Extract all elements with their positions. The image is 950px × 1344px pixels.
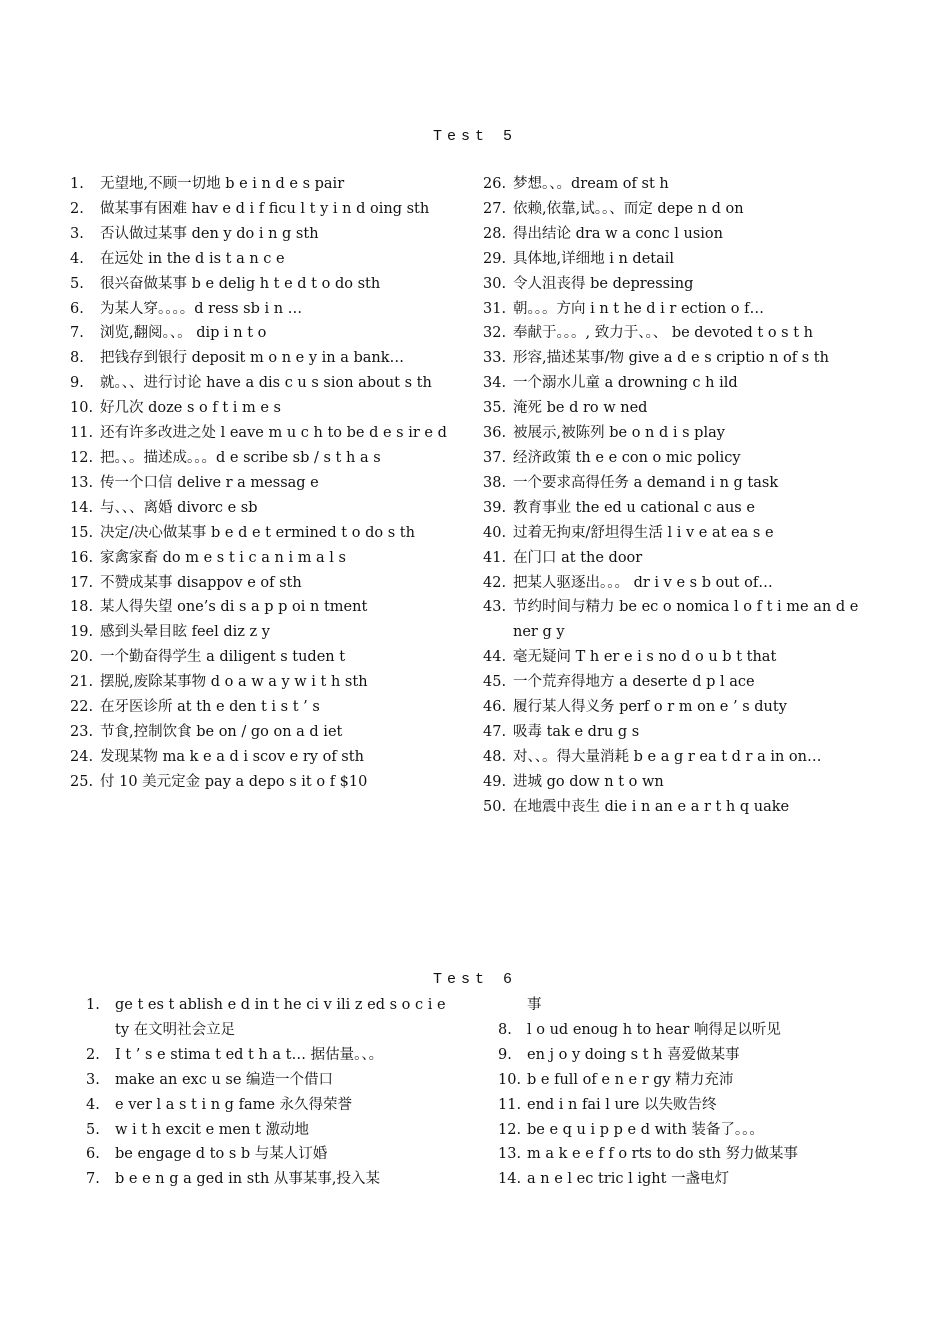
item-number: 47. (483, 723, 507, 740)
vocab-item (498, 1118, 863, 1143)
item-text: 不赞成某事 disappov e of sth (100, 574, 302, 591)
item-text: 过着无拘束/舒坦得生活 l i v e at ea s e (513, 524, 774, 541)
vocab-item (70, 670, 450, 695)
item-number: 15. (70, 524, 94, 541)
item-text: 一个勤奋得学生 a diligent s tuden t (100, 649, 346, 666)
vocab-item (70, 222, 450, 247)
item-number: 48. (483, 748, 507, 765)
item-number: 6. (70, 300, 84, 317)
item-number: 35. (483, 400, 507, 417)
vocab-item (86, 1068, 454, 1093)
vocab-item (483, 346, 863, 371)
vocab-item (70, 745, 450, 770)
item-text: 就。、、进行讨论 have a dis c u s sion about s th (100, 375, 432, 392)
vocab-item (70, 272, 450, 297)
vocab-item (70, 396, 450, 421)
vocab-item (70, 695, 450, 720)
item-text: 教育事业 the ed u cational c aus e (513, 499, 755, 516)
item-number: 46. (483, 699, 507, 716)
item-number: 22. (70, 699, 94, 716)
item-text: 感到头晕目眩 feel diz z y (100, 624, 270, 641)
item-text: 履行某人得义务 perf o r m on e ’ s duty (513, 699, 787, 716)
item-text: 经济政策 th e e con o mic policy (513, 449, 741, 466)
item-number: 8. (498, 1021, 512, 1038)
item-text: be engage d to s b 与某人订婚 (115, 1146, 328, 1163)
item-number: 5. (70, 275, 84, 292)
vocab-item (70, 346, 450, 371)
vocab-item (483, 745, 863, 770)
vocab-item (483, 222, 863, 247)
item-number: 14. (498, 1171, 522, 1188)
item-text: 节食,控制饮食 be on / go on a d iet (100, 723, 343, 740)
vocab-item (498, 1068, 863, 1093)
vocab-item (498, 1142, 863, 1167)
item-number: 12. (70, 449, 94, 466)
item-number: 23. (70, 723, 94, 740)
item-text: 某人得失望 one’s di s a p p oi n tment (100, 599, 368, 616)
vocab-item (483, 645, 863, 670)
item-number: 44. (483, 649, 507, 666)
item-number: 3. (70, 225, 84, 242)
vocab-item (86, 1043, 454, 1068)
item-number: 6. (86, 1146, 100, 1163)
vocab-item (483, 172, 863, 197)
item-number: 13. (70, 474, 94, 491)
item-text: 还有许多改进之处 l eave m u c h to be d e s ir e d (100, 425, 447, 442)
item-number: 4. (70, 250, 84, 267)
item-text: 一个荒弃得地方 a deserte d p l ace (513, 674, 755, 691)
vocab-item (483, 720, 863, 745)
vocab-item-continuation: 事 (527, 997, 542, 1013)
item-text: w i t h excit e men t 激动地 (115, 1121, 310, 1138)
test6-left-column (86, 993, 454, 1192)
item-number: 45. (483, 674, 507, 691)
item-number: 40. (483, 524, 507, 541)
vocab-item (70, 645, 450, 670)
item-number: 3. (86, 1071, 100, 1088)
item-number: 9. (70, 375, 84, 392)
item-number: 26. (483, 176, 507, 192)
vocab-item (483, 272, 863, 297)
item-text: 把某人驱逐出。。。 dr i v e s b out of… (513, 574, 773, 591)
item-number: 49. (483, 773, 507, 790)
item-number: 31. (483, 300, 507, 317)
item-text: 在门口 at the door (513, 549, 643, 566)
item-text: 在地震中丧生 die i n an e a r t h q uake (513, 798, 790, 815)
item-text: l o ud enoug h to hear 响得足以听见 (527, 1021, 781, 1038)
item-text: 梦想。、。dream of st h (513, 176, 669, 192)
item-text: 很兴奋做某事 b e delig h t e d t o do sth (100, 275, 381, 292)
item-number: 19. (70, 624, 94, 641)
item-number: 13. (498, 1146, 522, 1163)
item-number: 9. (498, 1046, 512, 1063)
vocab-item (498, 1043, 863, 1068)
item-number: 24. (70, 748, 94, 765)
vocab-item (498, 1018, 863, 1043)
vocab-item (86, 1118, 454, 1143)
item-number: 41. (483, 549, 507, 566)
item-number: 12. (498, 1121, 522, 1138)
vocab-item (483, 421, 863, 446)
test5-right-column (483, 172, 863, 820)
item-text: 传一个口信 delive r a messag e (100, 474, 319, 491)
vocab-item (70, 446, 450, 471)
item-text: 节约时间与精力 be ec o nomica l o f t i me an d ener g y (513, 599, 859, 641)
item-number: 1. (70, 176, 84, 192)
item-text: 好几次 doze s o f t i m e s (100, 400, 281, 417)
item-text: be e q u i p p e d with 装备了。。。 (527, 1121, 764, 1138)
item-text: 进城 go dow n t o wn (513, 773, 664, 790)
item-number: 28. (483, 225, 507, 242)
test6-right-column (498, 993, 863, 1192)
vocab-item (70, 720, 450, 745)
item-text: 做某事有困难 hav e d i f ficu l t y i n d oing sth (100, 200, 430, 217)
vocab-item (70, 297, 450, 322)
item-number: 7. (70, 325, 84, 342)
vocab-item (70, 421, 450, 446)
item-number: 11. (70, 425, 94, 442)
item-number: 4. (86, 1096, 100, 1113)
item-number: 36. (483, 425, 507, 442)
item-number: 34. (483, 375, 507, 392)
item-number: 32. (483, 325, 507, 342)
vocab-item (70, 197, 450, 222)
vocab-item (70, 496, 450, 521)
item-text: end i n fai l ure 以失败告终 (527, 1096, 717, 1113)
item-number: 16. (70, 549, 94, 566)
vocab-item (483, 247, 863, 272)
item-text: 朝。。。方向 i n t he d i r ection o f… (513, 300, 764, 317)
vocab-item (483, 496, 863, 521)
vocab-item (483, 695, 863, 720)
item-text: 浏览,翻阅。、。 dip i n t o (100, 325, 267, 342)
item-text: 对、、。得大量消耗 b e a g r ea t d r a in on… (513, 748, 822, 765)
item-number: 29. (483, 250, 507, 267)
vocab-item (498, 1167, 863, 1192)
vocab-item (483, 446, 863, 471)
vocab-item (70, 546, 450, 571)
vocab-item (483, 471, 863, 496)
item-number: 39. (483, 499, 507, 516)
item-number: 2. (86, 1046, 100, 1063)
item-number: 14. (70, 499, 94, 516)
vocab-item (70, 620, 450, 645)
item-text: en j o y doing s t h 喜爱做某事 (527, 1046, 740, 1063)
item-text: 决定/决心做某事 b e d e t ermined t o do s th (100, 524, 415, 541)
vocab-item (70, 172, 450, 197)
vocab-item (498, 1093, 863, 1118)
vocab-item (483, 321, 863, 346)
vocab-item (483, 571, 863, 596)
vocab-item (70, 247, 450, 272)
item-text: 付 10 美元定金 pay a depo s it o f $10 (100, 773, 368, 790)
item-text: a n e l ec tric l ight 一盏电灯 (527, 1171, 730, 1188)
item-text: 依赖,依靠,试。。、而定 depe n d on (513, 200, 744, 217)
item-text: 无望地,不顾一切地 b e i n d e s pair (100, 176, 345, 192)
item-text: 一个溺水儿童 a drowning c h ild (513, 375, 738, 392)
item-number: 7. (86, 1171, 100, 1188)
item-number: 17. (70, 574, 94, 591)
item-text: 奉献于。。。, 致力于、。、 be devoted t o s t h (513, 325, 813, 342)
item-number: 5. (86, 1121, 100, 1138)
item-text: 淹死 be d ro w ned (513, 400, 648, 417)
test6-title: Test 6 (432, 971, 517, 988)
item-number: 10. (70, 400, 94, 417)
item-text: 形容,描述某事/物 give a d e s criptio n of s th (513, 350, 829, 367)
vocab-item (483, 371, 863, 396)
item-number: 37. (483, 449, 507, 466)
test5-left-column (70, 172, 450, 795)
vocab-item (70, 595, 450, 620)
vocab-item (483, 595, 863, 645)
vocab-item (70, 471, 450, 496)
vocab-item (483, 521, 863, 546)
item-text: 发现某物 ma k e a d i scov e ry of sth (100, 748, 364, 765)
item-number: 43. (483, 599, 507, 616)
vocab-item (86, 1167, 454, 1192)
item-text: 吸毒 tak e dru g s (513, 723, 640, 740)
item-text: 在牙医诊所 at th e den t i s t ’ s (100, 699, 320, 716)
item-text: make an exc u se 编造一个借口 (115, 1071, 334, 1088)
vocab-item (86, 993, 454, 1043)
test5-title: Test 5 (432, 128, 517, 145)
item-number: 2. (70, 200, 84, 217)
vocab-item (86, 1093, 454, 1118)
item-number: 20. (70, 649, 94, 666)
item-text: b e full of e n e r gy 精力充沛 (527, 1071, 734, 1088)
vocab-item (86, 1142, 454, 1167)
item-number: 21. (70, 674, 94, 691)
item-number: 11. (498, 1096, 522, 1113)
item-number: 30. (483, 275, 507, 292)
item-text: 与、、、离婚 divorc e sb (100, 499, 258, 516)
item-text: 得出结论 dra w a conc l usion (513, 225, 724, 242)
item-number: 8. (70, 350, 84, 367)
item-text: 否认做过某事 den y do i n g sth (100, 225, 319, 242)
vocab-item (483, 396, 863, 421)
item-number: 10. (498, 1071, 522, 1088)
item-text: b e e n g a ged in sth 从事某事,投入某 (115, 1171, 381, 1188)
vocab-item (70, 770, 450, 795)
vocab-item (70, 521, 450, 546)
item-text: 摆脱,废除某事物 d o a w a y w i t h sth (100, 674, 368, 691)
item-number: 38. (483, 474, 507, 491)
item-text: 在远处 in the d is t a n c e (100, 250, 285, 267)
item-text: 一个要求高得任务 a demand i n g task (513, 474, 779, 491)
item-text: 家禽家畜 do m e s t i c a n i m a l s (100, 549, 346, 566)
item-text: e ver l a s t i n g fame 永久得荣誉 (115, 1096, 353, 1113)
item-text: 把。、。描述成。。。d e scribe sb / s t h a s (100, 449, 381, 466)
item-text: 毫无疑问 T h er e i s no d o u b t that (513, 649, 777, 666)
item-text: ge t es t ablish e d in t he ci v ili z ed s o c i e ty 在文明社会立足 (115, 997, 446, 1038)
vocab-item (70, 571, 450, 596)
item-number: 1. (86, 997, 100, 1013)
vocab-item (483, 770, 863, 795)
vocab-item (483, 670, 863, 695)
item-text: 为某人穿。。。。d ress sb i n … (100, 300, 303, 317)
item-number: 50. (483, 798, 507, 815)
vocab-item (70, 371, 450, 396)
vocab-item (483, 795, 863, 820)
item-text: I t ’ s e stima t ed t h a t… 据估量。、。 (115, 1046, 384, 1063)
item-text: m a k e e f f o rts to do sth 努力做某事 (527, 1146, 798, 1163)
item-text: 把钱存到银行 deposit m o n e y in a bank… (100, 350, 405, 367)
item-number: 42. (483, 574, 507, 591)
item-text: 具体地,详细地 i n detail (513, 250, 675, 267)
item-text: 令人沮丧得 be depressing (513, 275, 694, 292)
item-number: 18. (70, 599, 94, 616)
vocab-item (483, 546, 863, 571)
vocab-item (70, 321, 450, 346)
item-number: 27. (483, 200, 507, 217)
vocab-item (483, 197, 863, 222)
vocab-item (483, 297, 863, 322)
item-number: 33. (483, 350, 507, 367)
item-number: 25. (70, 773, 94, 790)
item-text: 被展示,被陈列 be o n d i s play (513, 425, 725, 442)
